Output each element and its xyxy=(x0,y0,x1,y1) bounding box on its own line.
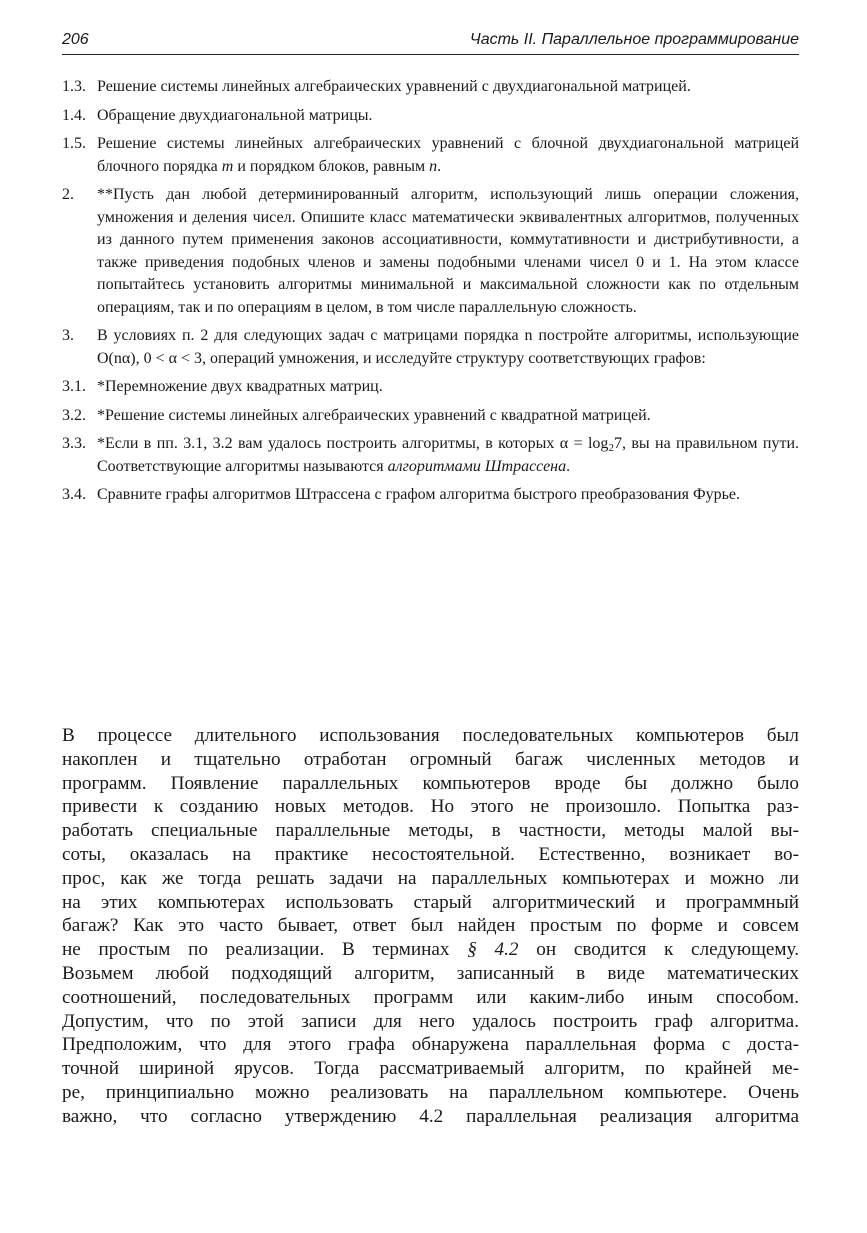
exercise-text: *Если в пп. 3.1, 3.2 вам удалось построить алгоритмы, в которых $\alpha = \log_27$, вы на правильном пути. Соответствующие алгоритмы называются алгоритмами Штрассена. xyxy=(97,435,800,475)
paragraph-line: на этих компьютерах использовать старый алгоритмический и программный xyxy=(62,891,799,913)
exercise-item xyxy=(62,484,799,507)
paragraph-line: программ. Появление параллельных компьютеров вроде бы должно было xyxy=(62,772,799,794)
exercise-number: 3.4. xyxy=(62,486,86,503)
paragraph-line: точной шириной ярусов. Тогда рассматриваемый алгоритм, по крайней ме- xyxy=(62,1058,799,1080)
exercise-list xyxy=(62,76,799,513)
exercise-item xyxy=(62,405,799,428)
exercise-item xyxy=(62,433,799,478)
exercise-text: Обращение двухдиагональной матрицы. xyxy=(97,106,373,124)
exercise-number: 3.3. xyxy=(62,435,86,452)
paragraph-line: прос, как же тогда решать задачи на параллельных компьютерах и можно ли xyxy=(62,867,799,889)
exercise-text: **Пусть дан любой детерминированный алгоритм, использующий лишь операции сложения, умножения и деления чисел. Опишите класс математически эквивалентных алгоритмов, полученных из данного путем применения законов ассоциативности, коммутативности и дистрибутивности, а также приведения подобных членов и замены подобными членами чисел 0 и 1. На этом классе попытайтесь установить алгоритмы минимальной и максимальной сложности как по отдельным операциям, так и по операциям в целом, в том числе параллельную сложность. xyxy=(97,186,799,316)
exercise-item xyxy=(62,325,799,370)
exercise-number: 3.1. xyxy=(62,378,86,395)
paragraph-line: работать специальные параллельные методы, в частности, методы малой вы- xyxy=(62,820,799,842)
paragraph-line: соты, оказалась на практике несостоятельной. Естественно, возникает во- xyxy=(62,843,799,865)
paragraph-line: не простым по реализации. В терминах § 4.2 он сводится к следующему. xyxy=(62,939,800,961)
exercise-item xyxy=(62,184,799,319)
exercise-text: Решение системы линейных алгебраических уравнений с блочной двухдиагональной матрицей блочного порядка m и порядком блоков, равным n. xyxy=(97,135,799,175)
exercise-text: *Решение системы линейных алгебраических уравнений с квадратной матрицей. xyxy=(97,406,651,424)
exercise-number: 1.3. xyxy=(62,78,86,95)
math-variable: m xyxy=(221,157,234,175)
exercise-item xyxy=(62,76,799,99)
running-title: Часть II. Параллельное программирование xyxy=(469,31,799,48)
exercise-text: В условиях п. 2 для следующих задач с матрицами порядка n постройте алгоритмы, использующие O(nα), 0 < α < 3, операций умножения, и исследуйте структуру соответствующих графов: xyxy=(97,327,799,367)
exercise-item xyxy=(62,105,799,128)
math-variable: n xyxy=(429,157,438,175)
exercise-item xyxy=(62,133,799,178)
subscript: 2 xyxy=(608,442,614,454)
section-reference: § 4.2 xyxy=(467,939,519,961)
exercise-text: Решение системы линейных алгебраических уравнений с двухдиагональной матрицей. xyxy=(97,78,691,95)
paragraph-line: накоплен и тщательно отработан огромный багаж численных методов и xyxy=(62,748,799,770)
emphasis-term: алгоритмами Штрассена xyxy=(387,457,567,475)
paragraph-line: В процессе длительного использования последовательных компьютеров был xyxy=(62,725,799,746)
paragraph-line: Возьмем любой подходящий алгоритм, записанный в виде математических xyxy=(62,962,799,984)
exercise-item xyxy=(62,376,799,399)
paragraph-line: багаж? Как это часто бывает, ответ был найден простым по форме и совсем xyxy=(62,915,799,937)
exercise-text: Сравните графы алгоритмов Штрассена с графом алгоритма быстрого преобразования Фурье. xyxy=(97,486,741,503)
body-paragraph xyxy=(62,724,799,1129)
paragraph-line: привести к созданию новых методов. Но этого не произошло. Попытка раз- xyxy=(62,796,799,818)
paragraph-line: важно, что согласно утверждению 4.2 параллельная реализация алгоритма xyxy=(62,1105,799,1127)
exercise-number: 1.5. xyxy=(62,135,86,152)
paragraph-line: Допустим, что по этой записи для него удалось построить граф алгоритма. xyxy=(62,1010,799,1032)
exercise-text: *Перемножение двух квадратных матриц. xyxy=(97,378,383,395)
paragraph-line: ре, принципиально можно реализовать на параллельном компьютере. Очень xyxy=(62,1081,799,1103)
running-header xyxy=(62,30,799,55)
exercise-number: 3. xyxy=(62,327,74,344)
page-number: 206 xyxy=(62,31,89,48)
exercise-number: 2. xyxy=(62,186,74,203)
exercise-number: 1.4. xyxy=(62,106,86,124)
paragraph-line: соотношений, последовательных программ или каким-либо иным способом. xyxy=(62,986,799,1008)
exercise-number: 3.2. xyxy=(62,406,86,424)
paragraph-line: Предположим, что для этого графа обнаружена параллельная форма с доста- xyxy=(62,1034,799,1056)
